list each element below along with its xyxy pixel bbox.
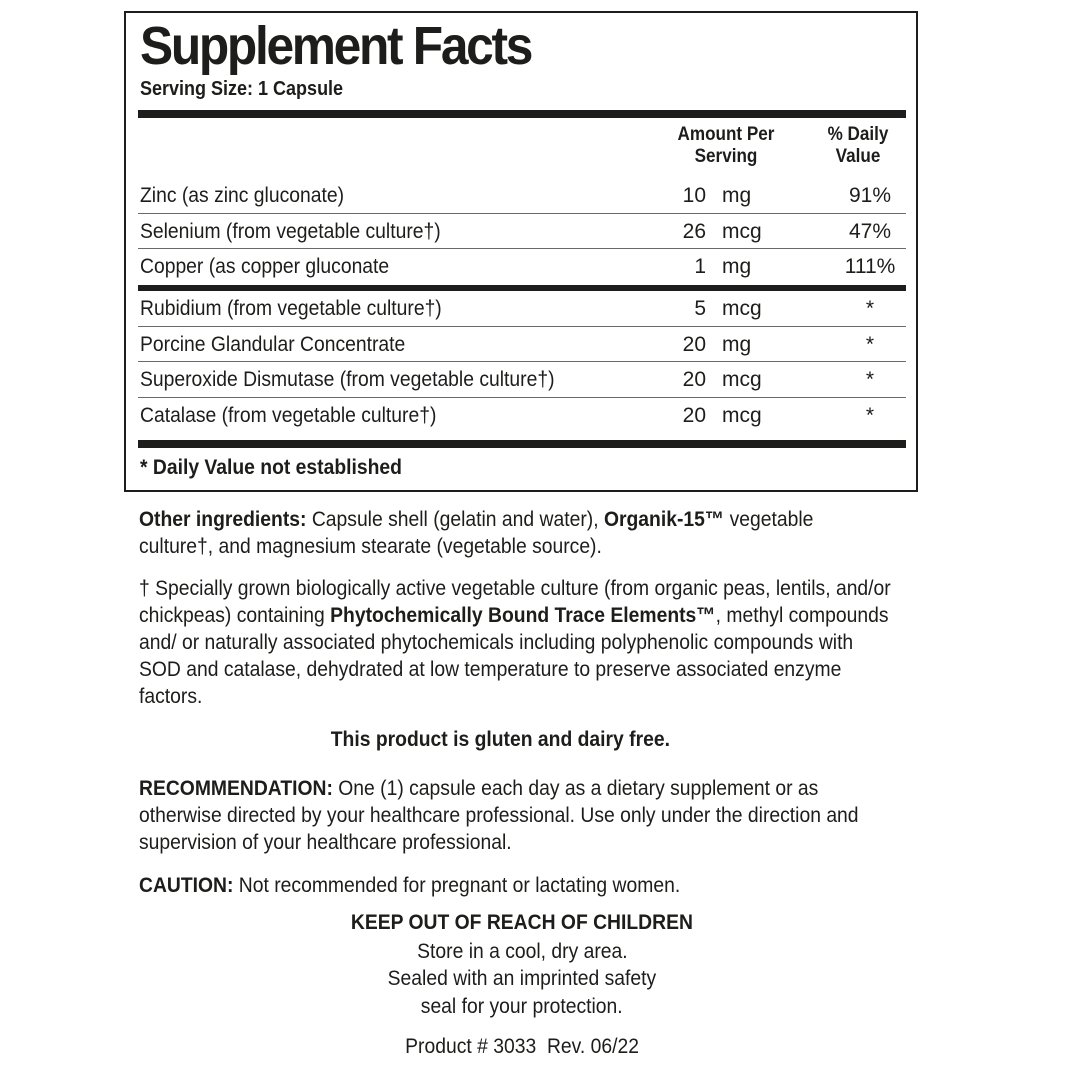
nutrient-row — [138, 214, 906, 250]
nutrient-name: Selenium (from vegetable culture†) — [140, 219, 441, 243]
nutrient-unit: mcg — [722, 297, 762, 320]
nutrient-unit: mg — [722, 332, 752, 356]
caution-label: CAUTION: — [139, 874, 234, 897]
nutrient-daily-value: 91% — [848, 184, 892, 207]
nutrient-unit: mcg — [722, 368, 762, 391]
thick-divider-top — [138, 110, 906, 118]
header-daily-value: % Daily Value — [827, 124, 889, 167]
nutrient-name: Catalase (from vegetable culture†) — [140, 403, 437, 427]
nutrient-group-1 — [138, 178, 906, 285]
nutrient-unit: mcg — [722, 219, 762, 243]
nutrient-name: Copper (as copper gluconate — [140, 255, 390, 278]
header-amount-per-serving: Amount Per Serving — [677, 124, 775, 167]
recommendation-text: One (1) capsule each day as a dietary supplement or as otherwise directed by your healthcare professional. Use only under the direction and supervision of your healthcare professional. — [139, 777, 859, 854]
storage-instruction: Store in a cool, dry area. — [416, 940, 628, 963]
nutrient-daily-value: * — [865, 332, 875, 356]
nutrient-row — [138, 362, 906, 398]
nutrient-daily-value: 111% — [844, 255, 896, 278]
other-ingredients-text: Capsule shell (gelatin and water), — [306, 508, 604, 531]
nutrient-daily-value: * — [865, 403, 875, 427]
other-ingredients-label: Other ingredients: — [139, 508, 307, 531]
nutrient-quantity: 26 — [682, 219, 706, 243]
gluten-dairy-free-note: This product is gluten and dairy free. — [330, 728, 670, 751]
daily-value-footnote: * Daily Value not established — [140, 456, 402, 479]
nutrient-unit: mg — [722, 184, 752, 207]
nutrient-row — [138, 178, 906, 214]
keep-out-of-reach-warning: KEEP OUT OF REACH OF CHILDREN — [350, 911, 694, 934]
safety-seal-line-1: Sealed with an imprinted safety — [387, 967, 657, 990]
thick-divider-bottom — [138, 440, 906, 448]
nutrient-daily-value: 47% — [848, 219, 892, 243]
nutrient-daily-value: * — [865, 297, 875, 320]
caution-text: Not recommended for pregnant or lactating women. — [233, 874, 681, 897]
recommendation-label: RECOMMENDATION: — [139, 777, 333, 800]
nutrient-daily-value: * — [865, 368, 875, 391]
caution-paragraph — [139, 872, 893, 899]
nutrient-quantity: 5 — [694, 297, 706, 320]
nutrient-name: Porcine Glandular Concentrate — [140, 332, 406, 356]
nutrient-group-2 — [138, 291, 906, 433]
vegetable-culture-note — [139, 575, 893, 710]
nutrient-quantity: 20 — [682, 368, 706, 391]
organik-15-brand: Organik-15™ — [603, 508, 725, 531]
nutrient-row — [138, 327, 906, 363]
nutrient-quantity: 1 — [694, 255, 706, 278]
other-ingredients-text-end: vegetable culture†, and magnesium stearate (vegetable source). — [139, 508, 814, 558]
product-number: Product # 3033 Rev. 06/22 — [405, 1035, 639, 1058]
serving-size: Serving Size: 1 Capsule — [140, 78, 344, 100]
nutrient-unit: mcg — [722, 403, 762, 427]
trace-elements-brand: Phytochemically Bound Trace Elements™ — [330, 604, 716, 627]
nutrient-name: Rubidium (from vegetable culture†) — [140, 297, 442, 320]
nutrient-quantity: 20 — [682, 403, 706, 427]
vegetable-culture-text-end: , methyl compounds and/ or naturally associated phytochemicals including polyphenolic compounds with SOD and catalase, dehydrated at low temperature to preserve associated enzyme factors. — [139, 604, 889, 708]
supplement-facts-panel — [124, 11, 918, 492]
nutrient-unit: mg — [722, 255, 752, 278]
nutrient-quantity: 10 — [682, 184, 706, 207]
facts-title: Supplement Facts — [140, 16, 532, 76]
nutrient-name: Superoxide Dismutase (from vegetable culture†) — [140, 368, 555, 391]
recommendation-paragraph — [139, 775, 893, 856]
safety-seal-line-2: seal for your protection. — [421, 995, 623, 1018]
nutrient-name: Zinc (as zinc gluconate) — [140, 184, 345, 207]
nutrient-quantity: 20 — [682, 332, 706, 356]
vegetable-culture-text: † Specially grown biologically active vegetable culture (from organic peas, lentils, and/or chickpeas) containing — [139, 577, 891, 627]
other-ingredients-paragraph — [139, 506, 875, 560]
nutrient-row — [138, 398, 906, 434]
nutrient-row — [138, 291, 906, 327]
nutrient-row — [138, 249, 906, 285]
